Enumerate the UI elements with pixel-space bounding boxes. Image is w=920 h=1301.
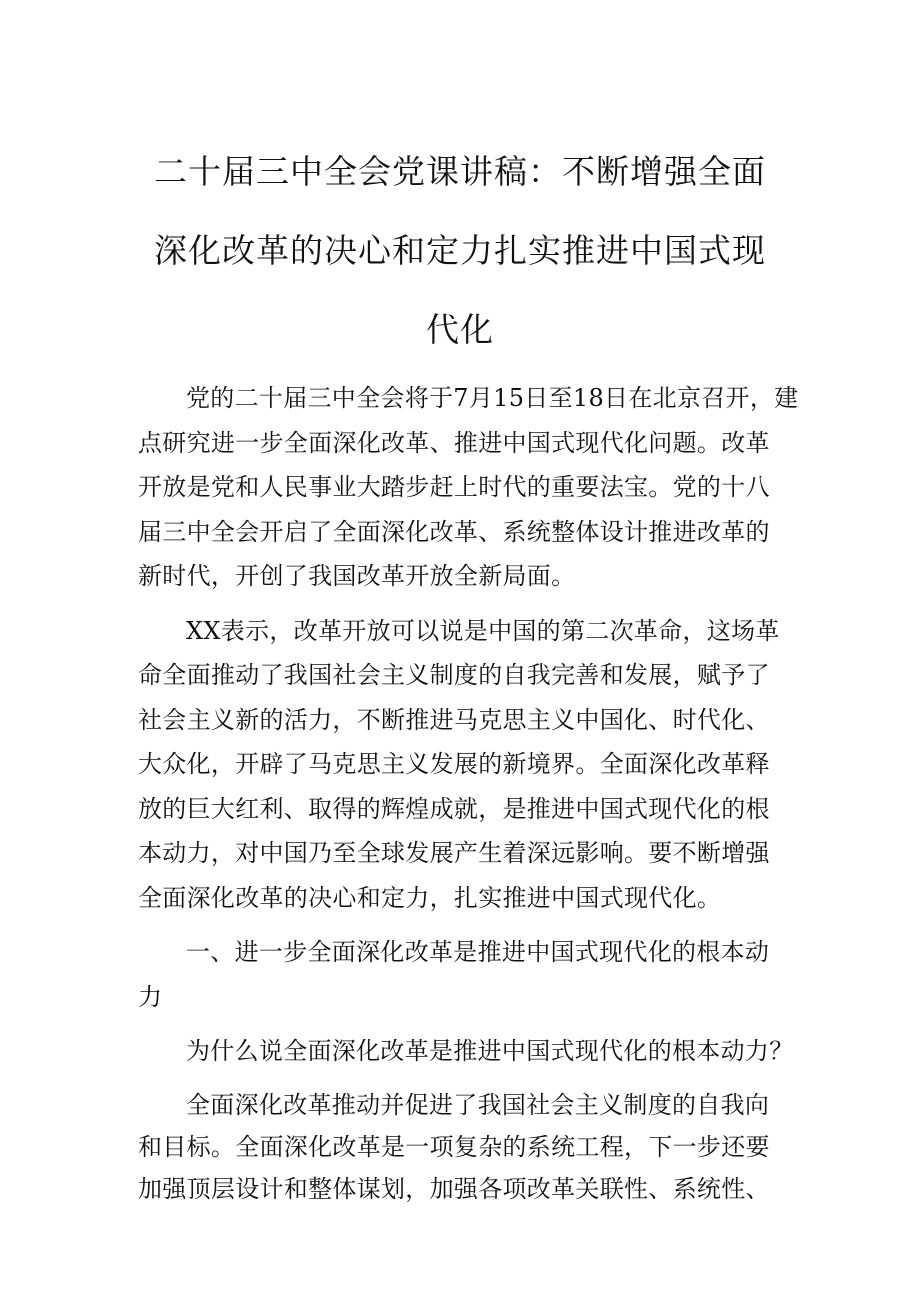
text-line: XX表示，改革开放可以说是中国的第二次革命，这场革 bbox=[186, 616, 780, 645]
text-line: 一、进一步全面深化改革是推进中国式现代化的根本动 bbox=[186, 938, 770, 966]
text-line: 全面深化改革推动并促进了我国社会主义制度的自我向 bbox=[186, 1090, 770, 1119]
paragraph-question bbox=[138, 1029, 794, 1074]
paragraph-intro bbox=[138, 376, 799, 599]
text-line: 本动力，对中国乃至全球发展产生着深远影响。要不断增强 bbox=[138, 839, 770, 867]
text-line: 命全面推动了我国社会主义制度的自我完善和发展，赋予了 bbox=[138, 661, 770, 689]
text-line: 党的二十届三中全会将于7月15日至18日在北京召开，建 bbox=[186, 384, 799, 412]
document-title bbox=[140, 132, 780, 369]
text-line: 全面深化改革的决心和定力，扎实推进中国式现代化。 bbox=[138, 883, 722, 912]
text-line: 点研究进一步全面深化改革、推进中国式现代化问题。改革 bbox=[138, 428, 770, 457]
text-line: 届三中全会开启了全面深化改革、系统整体设计推进改革的 bbox=[138, 517, 770, 546]
text-line: 力 bbox=[138, 982, 163, 1011]
section-heading-1 bbox=[138, 930, 788, 1019]
text-line: 和目标。全面深化改革是一项复杂的系统工程，下一步还要 bbox=[138, 1132, 770, 1161]
title-line: 二十届三中全会党课讲稿：不断增强全面 bbox=[154, 152, 766, 191]
paragraph-gap bbox=[138, 1074, 788, 1084]
paragraph-gap bbox=[138, 599, 788, 609]
text-line: 放的巨大红利、取得的辉煌成就，是推进中国式现代化的根 bbox=[138, 794, 770, 823]
document-body bbox=[138, 376, 799, 1210]
text-line: 新时代，开创了我国改革开放全新局面。 bbox=[138, 562, 576, 590]
paragraph-gap bbox=[138, 920, 788, 930]
text-line: 为什么说全面深化改革是推进中国式现代化的根本动力？ bbox=[186, 1037, 794, 1065]
paragraph-answer bbox=[138, 1084, 788, 1210]
paragraph-gap bbox=[138, 1019, 788, 1029]
title-line: 深化改革的决心和定力扎实推进中国式现 bbox=[154, 231, 766, 270]
text-line: 加强顶层设计和整体谋划，加强各项改革关联性、系统性、 bbox=[138, 1174, 770, 1203]
text-line: 开放是党和人民事业大踏步赶上时代的重要法宝。党的十八 bbox=[138, 473, 770, 501]
text-line: 社会主义新的活力，不断推进马克思主义中国化、时代化、 bbox=[138, 705, 770, 734]
paragraph-revolution bbox=[138, 609, 788, 921]
text-line: 大众化，开辟了马克思主义发展的新境界。全面深化改革释 bbox=[138, 750, 770, 778]
title-line: 代化 bbox=[426, 310, 494, 349]
